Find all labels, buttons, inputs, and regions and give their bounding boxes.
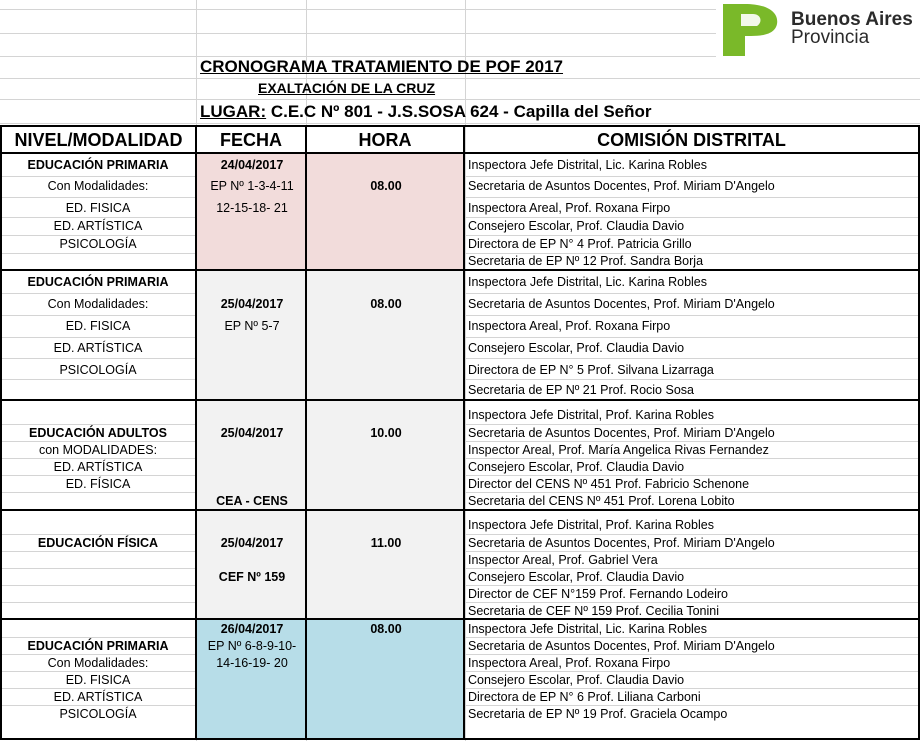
comision-text: Secretaria del CENS Nº 451 Prof. Lorena Lobito <box>468 494 735 508</box>
nivel-text: ED. FISICA <box>65 201 131 215</box>
fecha-text: CEF Nº 159 <box>218 570 286 584</box>
fecha-text: 26/04/2017 <box>220 622 284 636</box>
comision-text: Inspectora Jefe Distrital, Lic. Karina Robles <box>468 275 707 289</box>
pba-logo-icon <box>719 2 781 58</box>
nivel-text: ED. FISICA <box>65 319 131 333</box>
row-border-4 <box>0 618 920 620</box>
comision-text: Secretaria de EP Nº 21 Prof. Rocio Sosa <box>468 383 694 397</box>
nivel-text: ED. ARTÍSTICA <box>53 219 143 233</box>
comision-text: Secretaria de Asuntos Docentes, Prof. Miriam D'Angelo <box>468 297 775 311</box>
nivel-text: PSICOLOGÍA <box>59 363 137 377</box>
comision-text: Secretaria de EP Nº 19 Prof. Graciela Ocampo <box>468 707 728 721</box>
comision-text: Secretaria de CEF Nº 159 Prof. Cecilia Tonini <box>468 604 719 618</box>
comision-text: Consejero Escolar, Prof. Claudia Davio <box>468 570 685 584</box>
lugar-value: C.E.C Nº 801 - J.S.SOSA 624 - Capilla del Señor <box>270 102 652 121</box>
nivel-text: PSICOLOGÍA <box>59 707 137 721</box>
comision-text: Consejero Escolar, Prof. Claudia Davio <box>468 460 685 474</box>
hora-text: 11.00 <box>370 536 402 550</box>
fecha-text: EP Nº 6-8-9-10- <box>207 639 297 653</box>
fecha-text: CEA - CENS <box>216 494 288 508</box>
comision-text: Inspectora Jefe Distrital, Prof. Karina Robles <box>468 518 714 532</box>
header-comision: COMISIÓN DISTRITAL <box>597 130 786 150</box>
row-border-1 <box>0 269 920 271</box>
hora-text: 10.00 <box>370 426 402 440</box>
row-border-2 <box>0 399 920 401</box>
lugar-label: LUGAR: <box>200 102 267 121</box>
comision-text: Inspectora Jefe Distrital, Prof. Karina Robles <box>468 408 714 422</box>
comision-text: Inspector Areal, Prof. María Angelica Rivas Fernandez <box>468 443 769 457</box>
nivel-text: ED. ARTÍSTICA <box>53 460 143 474</box>
nivel-text: con MODALIDADES: <box>38 443 158 457</box>
logo-line1: Buenos Aires <box>791 9 913 30</box>
nivel-text: EDUCACIÓN PRIMARIA <box>27 158 169 172</box>
logo-line2: Provincia <box>791 27 870 48</box>
nivel-text: PSICOLOGÍA <box>59 237 137 251</box>
nivel-text: ED. ARTÍSTICA <box>53 690 143 704</box>
nivel-text: ED. ARTÍSTICA <box>53 341 143 355</box>
hora-text: 08.00 <box>370 622 402 636</box>
comision-text: Consejero Escolar, Prof. Claudia Davio <box>468 219 685 233</box>
comision-text: Inspectora Jefe Distrital, Lic. Karina Robles <box>468 622 707 636</box>
comision-text: Inspectora Areal, Prof. Roxana Firpo <box>468 319 671 333</box>
comision-text: Directora de EP N° 4 Prof. Patricia Grillo <box>468 237 692 251</box>
comision-text: Secretaria de EP Nº 12 Prof. Sandra Borja <box>468 254 704 268</box>
header-top-border <box>0 125 920 127</box>
comision-text: Consejero Escolar, Prof. Claudia Davio <box>468 341 685 355</box>
fecha-text: EP Nº 1-3-4-11 <box>210 179 294 193</box>
fecha-hora-cell-3 <box>197 401 465 509</box>
fecha-hora-cell-5 <box>197 620 465 738</box>
fecha-hora-cell-2 <box>197 271 465 399</box>
fecha-text: 25/04/2017 <box>220 536 284 550</box>
fecha-text: 25/04/2017 <box>220 297 284 311</box>
nivel-text: EDUCACIÓN PRIMARIA <box>27 639 169 653</box>
table-bottom-border <box>0 738 920 740</box>
lugar-line <box>200 102 652 122</box>
header-fecha: FECHA <box>220 130 282 150</box>
nivel-text: Con Modalidades: <box>47 179 149 193</box>
nivel-text: ED. FÍSICA <box>65 477 131 491</box>
nivel-text: EDUCACIÓN ADULTOS <box>29 426 167 440</box>
comision-text: Inspectora Areal, Prof. Roxana Firpo <box>468 201 671 215</box>
comision-text: Secretaria de Asuntos Docentes, Prof. Miriam D'Angelo <box>468 426 775 440</box>
header-nivel: NIVEL/MODALIDAD <box>14 130 183 150</box>
nivel-text: ED. FISICA <box>65 673 131 687</box>
nivel-text: EDUCACIÓN PRIMARIA <box>27 275 169 289</box>
comision-text: Directora de EP N° 5 Prof. Silvana Lizarraga <box>468 363 714 377</box>
nivel-text: Con Modalidades: <box>47 297 149 311</box>
row-border-3 <box>0 509 920 511</box>
hora-text: 08.00 <box>370 297 402 311</box>
fecha-text: 24/04/2017 <box>220 158 284 172</box>
fecha-text: EP Nº 5-7 <box>224 319 280 333</box>
buenos-aires-logo <box>716 0 920 60</box>
page-title: CRONOGRAMA TRATAMIENTO DE POF 2017 <box>200 57 564 76</box>
header-hora: HORA <box>358 130 412 150</box>
comision-text: Consejero Escolar, Prof. Claudia Davio <box>468 673 685 687</box>
comision-text: Secretaria de Asuntos Docentes, Prof. Miriam D'Angelo <box>468 536 775 550</box>
fecha-text: 12-15-18- 21 <box>216 201 288 215</box>
header-bottom-border <box>0 152 920 154</box>
comision-text: Director de CEF N°159 Prof. Fernando Lodeiro <box>468 587 728 601</box>
comision-text: Inspector Areal, Prof. Gabriel Vera <box>468 553 658 567</box>
comision-text: Secretaria de Asuntos Docentes, Prof. Miriam D'Angelo <box>468 179 775 193</box>
nivel-text: Con Modalidades: <box>47 656 149 670</box>
comision-text: Inspectora Jefe Distrital, Lic. Karina Robles <box>468 158 707 172</box>
nivel-text: EDUCACIÓN FÍSICA <box>37 536 159 550</box>
comision-text: Director del CENS Nº 451 Prof. Fabricio Schenone <box>468 477 750 491</box>
comision-text: Inspectora Areal, Prof. Roxana Firpo <box>468 656 671 670</box>
comision-text: Secretaria de Asuntos Docentes, Prof. Miriam D'Angelo <box>468 639 775 653</box>
fecha-text: 14-16-19- 20 <box>216 656 288 670</box>
hora-text: 08.00 <box>370 179 402 193</box>
page-subtitle: EXALTACIÓN DE LA CRUZ <box>258 80 436 96</box>
fecha-hora-cell-4 <box>197 511 465 618</box>
fecha-text: 25/04/2017 <box>220 426 284 440</box>
comision-text: Directora de EP N° 6 Prof. Liliana Carboni <box>468 690 701 704</box>
